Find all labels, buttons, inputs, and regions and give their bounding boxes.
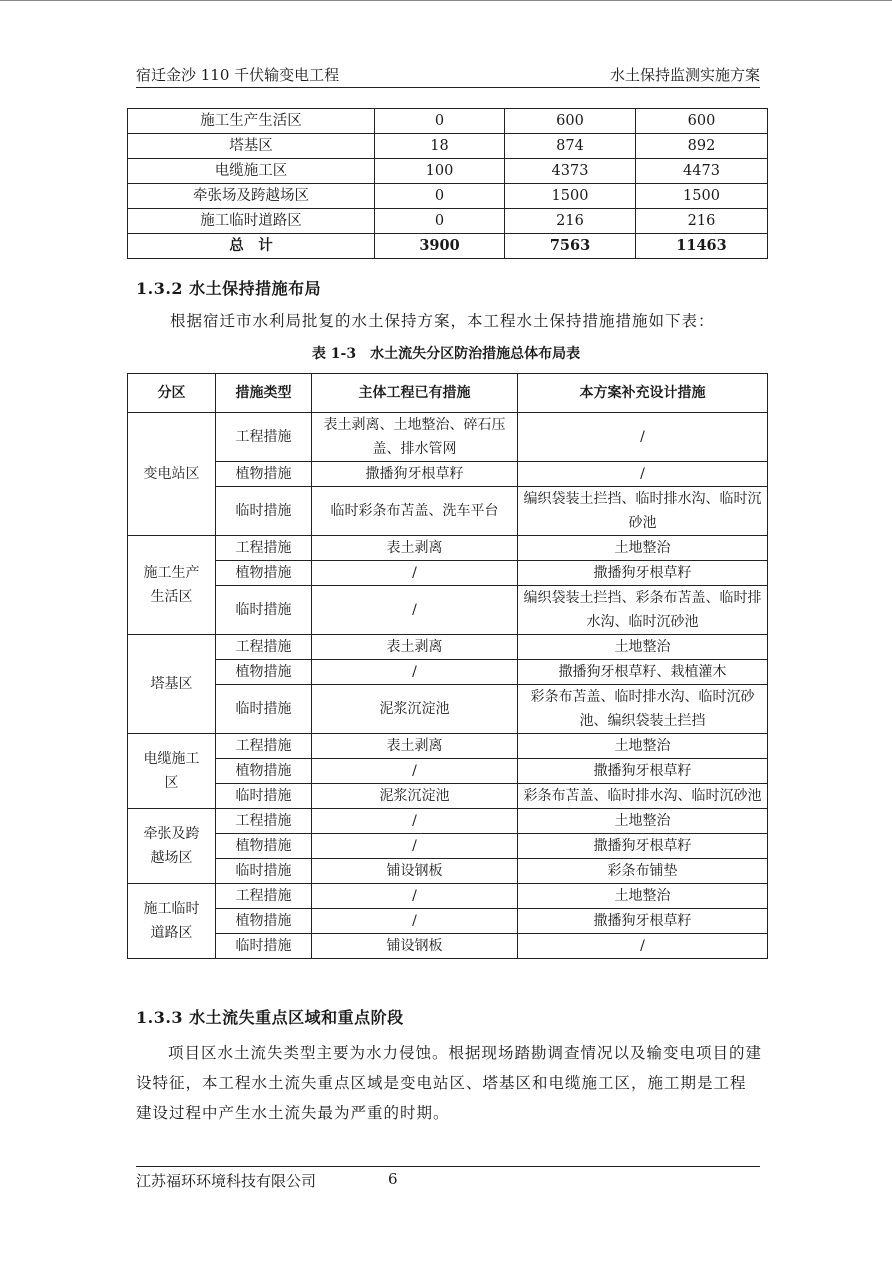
table-cell: 1500 (636, 184, 768, 209)
table-row (128, 487, 768, 536)
table-row (128, 934, 768, 959)
table-row (128, 884, 768, 909)
zone-cell: 变电站区 (128, 413, 216, 536)
table-cell: 植物措施 (216, 909, 312, 934)
table-cell: 植物措施 (216, 834, 312, 859)
zone-cell: 施工临时道路区 (128, 884, 216, 959)
table-row (128, 561, 768, 586)
table-cell: 工程措施 (216, 536, 312, 561)
table-cell: 撒播狗牙根草籽 (312, 462, 518, 487)
table-cell: 18 (375, 134, 505, 159)
table-cell: 编织袋装土拦挡、临时排水沟、临时沉砂池 (518, 487, 768, 536)
table-cell: 0 (375, 184, 505, 209)
table-cell: 1500 (505, 184, 636, 209)
table-cell: 工程措施 (216, 809, 312, 834)
total-cell: 7563 (505, 234, 636, 259)
table-cell: 撒播狗牙根草籽 (518, 909, 768, 934)
zone-cell: 施工生产生活区 (128, 536, 216, 635)
table-cell: 临时措施 (216, 784, 312, 809)
table-row (128, 413, 768, 462)
table-cell: 塔基区 (128, 134, 375, 159)
table-cell: 泥浆沉淀池 (312, 784, 518, 809)
table-row (128, 734, 768, 759)
table-cell: 4373 (505, 159, 636, 184)
table-cell: 施工临时道路区 (128, 209, 375, 234)
table-cell: 600 (636, 109, 768, 134)
measures-layout-table (127, 373, 768, 959)
table-cell: 施工生产生活区 (128, 109, 375, 134)
table-cell: 彩条布苫盖、临时排水沟、临时沉砂池、编织袋装土拦挡 (518, 685, 768, 734)
table-cell: / (312, 884, 518, 909)
page-top-border (0, 0, 892, 1)
table-cell: 撒播狗牙根草籽、栽植灌木 (518, 660, 768, 685)
table-cell: 土地整治 (518, 884, 768, 909)
table-cell: 植物措施 (216, 561, 312, 586)
table-cell: 土地整治 (518, 635, 768, 660)
table-row (128, 834, 768, 859)
table-cell: 4473 (636, 159, 768, 184)
section-1-3-2-intro: 根据宿迁市水利局批复的水土保持方案，本工程水土保持措施措施如下表： (170, 312, 715, 330)
table-cell: 874 (505, 134, 636, 159)
col-header-measure-type: 措施类型 (216, 374, 312, 413)
table-row (128, 134, 768, 159)
table-cell: / (312, 909, 518, 934)
footer-company: 江苏福环环境科技有限公司 (136, 1172, 317, 1190)
table-cell: 编织袋装土拦挡、彩条布苫盖、临时排水沟、临时沉砂池 (518, 586, 768, 635)
table-cell: 彩条布铺垫 (518, 859, 768, 884)
table-cell: 0 (375, 109, 505, 134)
table-cell: 100 (375, 159, 505, 184)
page-header (136, 63, 760, 88)
col-header-existing-measures: 主体工程已有措施 (312, 374, 518, 413)
table-cell: 表土剥离 (312, 635, 518, 660)
table-cell: 彩条布苫盖、临时排水沟、临时沉砂池 (518, 784, 768, 809)
table-cell: 表土剥离 (312, 734, 518, 759)
page-number: 6 (388, 1170, 398, 1188)
table-header-row (128, 374, 768, 413)
table-cell: 铺设钢板 (312, 934, 518, 959)
table-cell: 临时措施 (216, 859, 312, 884)
total-row (128, 234, 768, 259)
table-row (128, 209, 768, 234)
table-row (128, 859, 768, 884)
table-cell: 植物措施 (216, 759, 312, 784)
table-row (128, 462, 768, 487)
zone-cell: 塔基区 (128, 635, 216, 734)
table-cell: 工程措施 (216, 413, 312, 462)
header-project-title: 宿迁金沙 110 千伏输变电工程 (136, 66, 340, 84)
total-cell: 3900 (375, 234, 505, 259)
table-cell: / (312, 809, 518, 834)
table-row (128, 909, 768, 934)
table-row (128, 586, 768, 635)
table-cell: 临时措施 (216, 685, 312, 734)
table-cell: / (312, 759, 518, 784)
table-cell: 工程措施 (216, 734, 312, 759)
table-row (128, 184, 768, 209)
table-cell: 土地整治 (518, 809, 768, 834)
header-document-title: 水土保持监测实施方案 (609, 66, 760, 84)
table-cell: 工程措施 (216, 884, 312, 909)
table-cell: 临时措施 (216, 487, 312, 536)
table-cell: 土地整治 (518, 734, 768, 759)
table-row (128, 536, 768, 561)
table-cell: 牵张场及跨越场区 (128, 184, 375, 209)
table-row (128, 660, 768, 685)
table-cell: / (312, 660, 518, 685)
table-row (128, 635, 768, 660)
table-cell: 216 (505, 209, 636, 234)
table-cell: 泥浆沉淀池 (312, 685, 518, 734)
table-cell: 撒播狗牙根草籽 (518, 561, 768, 586)
table-cell: 892 (636, 134, 768, 159)
section-1-3-3-body: 项目区水土流失类型主要为水力侵蚀。根据现场踏勘调查情况以及输变电项目的建设特征，本工程水土流失重点区域是变电站区、塔基区和电缆施工区，施工期是工程建设过程中产生水土流失最为严重的时期。 (136, 1044, 763, 1122)
col-header-supplementary-measures: 本方案补充设计措施 (518, 374, 768, 413)
table-cell: 表土剥离、土地整治、碎石压盖、排水管网 (312, 413, 518, 462)
table-row (128, 784, 768, 809)
table-cell: / (312, 586, 518, 635)
table-1-3-caption: 表 1-3 水土流失分区防治措施总体布局表 (311, 346, 581, 362)
table-cell: 植物措施 (216, 660, 312, 685)
table-cell: 0 (375, 209, 505, 234)
table-cell: / (518, 413, 768, 462)
col-header-zone: 分区 (128, 374, 216, 413)
page-footer (136, 1166, 760, 1191)
table-cell: 植物措施 (216, 462, 312, 487)
table-row (128, 109, 768, 134)
total-cell: 11463 (636, 234, 768, 259)
table-cell: 土地整治 (518, 536, 768, 561)
table-cell: 临时措施 (216, 586, 312, 635)
section-1-3-3-title: 1.3.3 水土流失重点区域和重点阶段 (136, 1008, 404, 1027)
table-row (128, 759, 768, 784)
section-1-3-2-title: 1.3.2 水土保持措施布局 (136, 279, 322, 298)
table-cell: 撒播狗牙根草籽 (518, 834, 768, 859)
table-cell: 铺设钢板 (312, 859, 518, 884)
table-cell: / (312, 561, 518, 586)
table-cell: 216 (636, 209, 768, 234)
table-cell: 工程措施 (216, 635, 312, 660)
table-row (128, 809, 768, 834)
table-cell: / (518, 462, 768, 487)
table-cell: 600 (505, 109, 636, 134)
table-cell: 表土剥离 (312, 536, 518, 561)
table-cell: 撒播狗牙根草籽 (518, 759, 768, 784)
table-cell: / (312, 834, 518, 859)
total-cell: 总 计 (128, 234, 375, 259)
table-cell: 临时彩条布苫盖、洗车平台 (312, 487, 518, 536)
zone-cell: 牵张及跨越场区 (128, 809, 216, 884)
table-row (128, 159, 768, 184)
table-cell: 临时措施 (216, 934, 312, 959)
table-cell: / (518, 934, 768, 959)
soil-volume-table (127, 108, 768, 259)
zone-cell: 电缆施工区 (128, 734, 216, 809)
table-cell: 电缆施工区 (128, 159, 375, 184)
table-row (128, 685, 768, 734)
